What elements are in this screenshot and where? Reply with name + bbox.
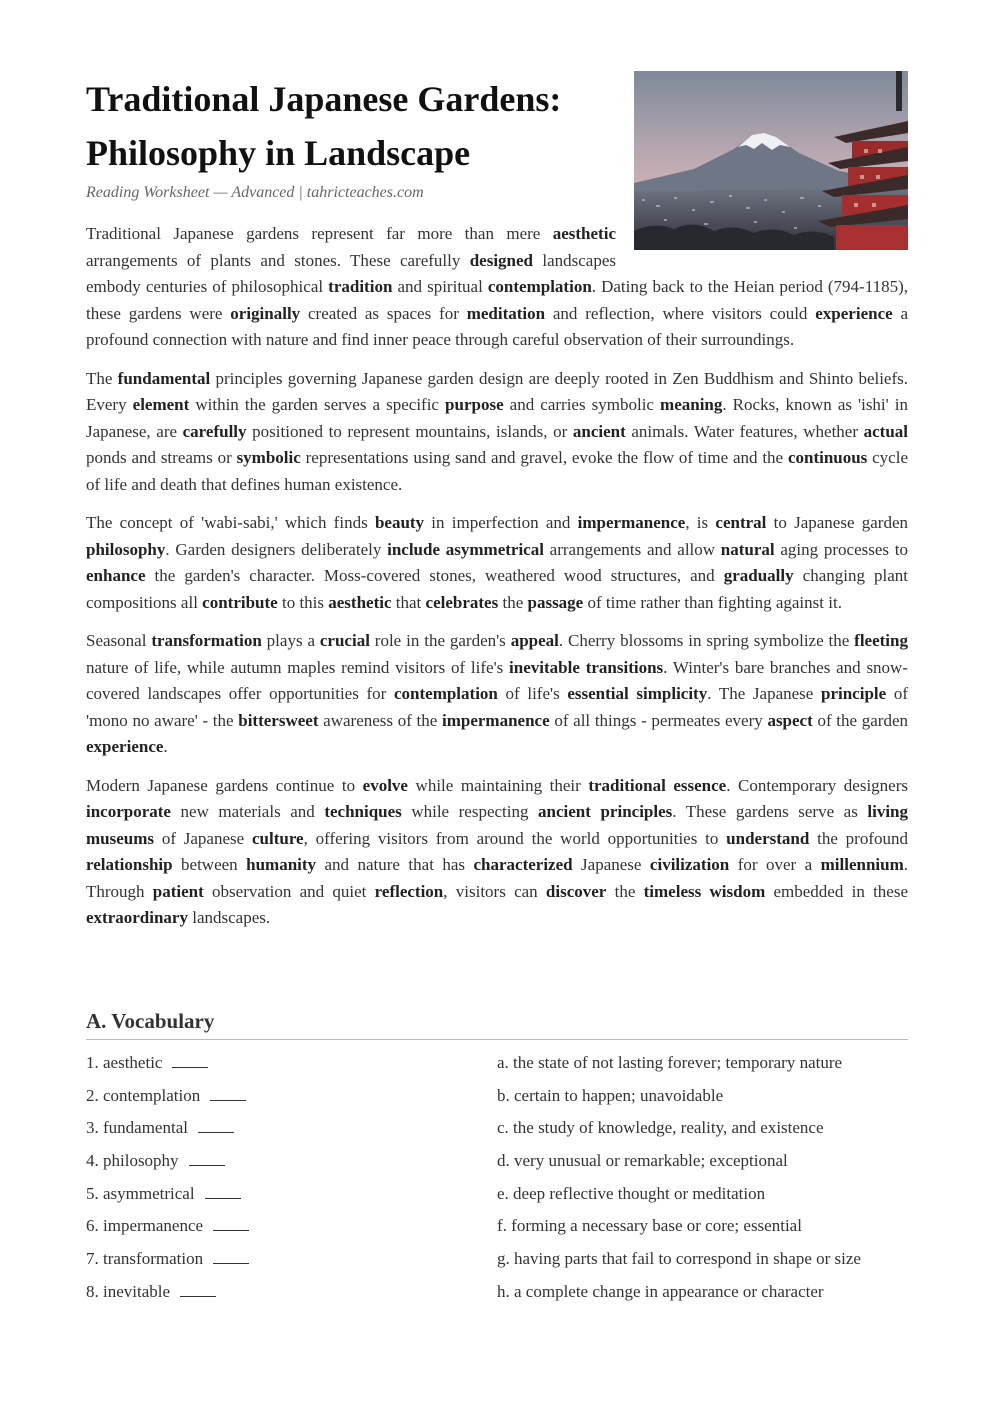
key-word: civilization xyxy=(649,855,730,874)
image-spacer xyxy=(616,221,908,251)
key-word: transitions xyxy=(585,657,664,677)
key-word: understand xyxy=(726,828,810,848)
passage-text: embedded in these xyxy=(765,881,908,901)
key-word: essential xyxy=(567,684,629,703)
page-title: Traditional Japanese Gardens: Philosophy in Landscape xyxy=(86,79,562,173)
vocabulary-definition: b. certain to happen; unavoidable xyxy=(497,1085,724,1105)
key-word: fleeting xyxy=(854,631,908,650)
key-word: millennium xyxy=(820,855,904,874)
answer-blank[interactable] xyxy=(198,1118,234,1133)
vocabulary-definition: d. very unusual or remarkable; exceptional xyxy=(497,1151,788,1171)
passage-text: , visitors can xyxy=(443,881,546,901)
passage-text: . Winter's bare branches and snow-covered landscapes offer opportunities for xyxy=(86,657,908,703)
passage-text: while respecting xyxy=(401,802,539,821)
key-word: impermanence xyxy=(577,513,686,532)
key-word: humanity xyxy=(246,855,317,874)
passage-text: created as spaces for xyxy=(300,303,467,323)
key-word: natural xyxy=(720,539,775,559)
vocabulary-term-row xyxy=(86,1279,466,1312)
key-word: meditation xyxy=(466,303,546,323)
key-word: transformation xyxy=(151,631,262,650)
passage-text: . The Japanese xyxy=(707,684,821,703)
vocabulary-definition: f. forming a necessary base or core; essential xyxy=(497,1216,802,1236)
passage-text: while maintaining their xyxy=(407,775,589,795)
key-word: traditional xyxy=(588,775,666,795)
passage-text: and nature that has xyxy=(316,855,474,874)
key-word: celebrates xyxy=(425,592,499,612)
key-word: discover xyxy=(545,881,607,901)
key-word: techniques xyxy=(324,802,402,821)
passage-text: Seasonal xyxy=(86,631,152,650)
passage-text: . Through xyxy=(86,855,908,901)
key-word: philosophy xyxy=(86,539,166,559)
key-word: tradition xyxy=(328,277,393,296)
passage-text: role in the garden's xyxy=(369,631,511,650)
passage-text: of life's xyxy=(497,684,568,703)
vocabulary-term: 1. aesthetic xyxy=(86,1053,163,1072)
passage-text: that xyxy=(391,592,426,612)
vocabulary-term-row xyxy=(86,1181,466,1214)
key-word: aesthetic xyxy=(552,224,616,243)
key-word: essence xyxy=(673,775,727,795)
key-word: extraordinary xyxy=(86,908,188,927)
vocabulary-definition: h. a complete change in appearance or character xyxy=(497,1281,824,1301)
vocabulary-term: 4. philosophy xyxy=(86,1151,179,1171)
vocabulary-definitions-list xyxy=(497,1050,908,1312)
passage-paragraph xyxy=(86,366,908,499)
passage-text: plays a xyxy=(261,631,320,650)
passage-text: The xyxy=(86,368,118,388)
key-word: contemplation xyxy=(487,277,592,296)
key-word: reflection xyxy=(374,881,444,901)
passage-text: arrangements of plants and stones. These carefully xyxy=(86,250,470,270)
key-word: appeal xyxy=(510,631,559,650)
key-word: meaning xyxy=(660,395,723,414)
passage-text: of Japanese xyxy=(154,828,252,848)
key-word: symbolic xyxy=(236,448,301,467)
passage-text: , is xyxy=(685,513,716,532)
passage-text: landscapes. xyxy=(187,908,271,927)
key-word: beauty xyxy=(374,513,425,532)
passage-text: and carries symbolic xyxy=(503,395,661,414)
passage-text: representations using sand and gravel, evoke the flow of time and the xyxy=(300,448,788,467)
answer-blank[interactable] xyxy=(205,1184,241,1199)
passage-text: Modern Japanese gardens continue to xyxy=(86,775,363,795)
passage-text: , offering visitors from around the world opportunities to xyxy=(303,828,727,848)
key-word: patient xyxy=(152,881,204,901)
key-word: experience xyxy=(815,303,893,323)
passage-text: principles governing Japanese garden design are deeply rooted in Zen Buddhism and Shinto beliefs. Every xyxy=(86,368,909,414)
passage-text: within the garden serves a specific xyxy=(189,395,446,414)
passage-text: cycle of life and death that defines human existence. xyxy=(86,448,908,494)
passage-text: ponds and streams or xyxy=(86,448,237,467)
passage-text: . Contemporary designers xyxy=(726,775,909,795)
key-word: designed xyxy=(469,250,534,270)
vocabulary-term-row xyxy=(86,1050,466,1083)
passage-text: and spiritual xyxy=(392,277,488,296)
key-word: passage xyxy=(527,592,584,612)
vocabulary-term-row xyxy=(86,1213,466,1246)
vocabulary-term-row xyxy=(86,1083,466,1116)
vocabulary-term: 3. fundamental xyxy=(86,1118,188,1138)
key-word: aesthetic xyxy=(328,592,392,612)
passage-text: Japanese xyxy=(572,855,650,874)
passage-text: of time rather than fighting against it. xyxy=(583,592,842,612)
key-word: evolve xyxy=(362,775,408,795)
passage-paragraph xyxy=(86,510,908,616)
key-word: enhance xyxy=(86,566,146,585)
passage-text: . Cherry blossoms in spring symbolize the xyxy=(558,631,855,650)
vocabulary-definition: a. the state of not lasting forever; temporary nature xyxy=(497,1053,843,1072)
key-word: crucial xyxy=(319,631,370,650)
reading-passage xyxy=(86,221,908,944)
vocabulary-definition: g. having parts that fail to correspond in shape or size xyxy=(497,1249,861,1269)
key-word: asymmetrical xyxy=(445,539,544,559)
passage-text: The concept of 'wabi-sabi,' which finds xyxy=(86,513,375,532)
key-word: actual xyxy=(863,421,908,441)
passage-text: . Dating back to the Heian period (794-1185), these gardens were xyxy=(86,277,908,323)
key-word: impermanence xyxy=(442,710,550,730)
passage-text: . xyxy=(163,737,168,756)
passage-paragraph xyxy=(86,628,908,761)
passage-text: of 'mono no aware' - the xyxy=(86,684,908,730)
passage-text: new materials and xyxy=(170,802,325,821)
passage-text: the xyxy=(498,592,528,612)
answer-blank[interactable] xyxy=(180,1282,216,1297)
key-word: ancient xyxy=(538,802,591,821)
key-word: incorporate xyxy=(86,802,171,821)
passage-text: . Garden designers deliberately xyxy=(165,539,388,559)
passage-text: the garden's character. Moss-covered stones, weathered wood structures, and xyxy=(145,566,724,585)
passage-text: to Japanese garden xyxy=(766,513,909,532)
passage-text: arrangements and allow xyxy=(543,539,721,559)
answer-blank[interactable] xyxy=(172,1053,208,1068)
key-word: contribute xyxy=(202,592,278,612)
passage-text xyxy=(701,882,709,901)
key-word: fundamental xyxy=(117,368,211,388)
key-word: central xyxy=(715,513,767,532)
passage-text: animals. Water features, whether xyxy=(625,421,864,441)
vocabulary-definition: e. deep reflective thought or meditation xyxy=(497,1183,766,1203)
key-word: aspect xyxy=(767,710,813,730)
passage-text: to this xyxy=(277,592,329,612)
key-word: characterized xyxy=(473,855,573,874)
vocabulary-term: 5. asymmetrical xyxy=(86,1183,195,1203)
answer-blank[interactable] xyxy=(213,1216,249,1231)
passage-text: Traditional Japanese gardens represent far more than mere xyxy=(86,224,553,243)
key-word: purpose xyxy=(445,395,504,414)
passage-text: nature of life, while autumn maples remind visitors of life's xyxy=(86,657,510,677)
key-word: include xyxy=(387,539,440,559)
key-word: element xyxy=(132,395,190,414)
passage-text: changing plant compositions all xyxy=(86,566,908,612)
passage-text: aging processes to xyxy=(774,539,909,559)
passage-text: a profound connection with nature and find inner peace through careful observation of their surroundings. xyxy=(86,303,909,349)
vocabulary-term: 2. contemplation xyxy=(86,1085,201,1105)
passage-text: of all things - permeates every xyxy=(549,710,768,730)
passage-text: and reflection, where visitors could xyxy=(545,303,816,323)
key-word: experience xyxy=(86,737,164,756)
passage-text: awareness of the xyxy=(318,710,442,730)
key-word: principles xyxy=(600,802,673,821)
key-word: relationship xyxy=(86,855,173,874)
key-word: living xyxy=(867,802,909,821)
key-word: continuous xyxy=(787,448,868,467)
passage-text: in imperfection and xyxy=(424,513,578,532)
key-word: contemplation xyxy=(393,684,498,703)
vocabulary-term: 8. inevitable xyxy=(86,1281,171,1301)
vocabulary-terms-list xyxy=(86,1050,466,1312)
worksheet-subtitle: Reading Worksheet — Advanced | tahricteaches.com xyxy=(86,184,424,201)
passage-text: . These gardens serve as xyxy=(672,802,868,821)
passage-text: observation and quiet xyxy=(203,881,375,901)
key-word: simplicity xyxy=(636,684,708,703)
vocabulary-term-row xyxy=(86,1148,466,1181)
key-word: gradually xyxy=(723,566,794,585)
vocabulary-term: 7. transformation xyxy=(86,1249,204,1269)
passage-text: positioned to represent mountains, islands, or xyxy=(246,421,573,441)
vocabulary-definition: c. the study of knowledge, reality, and existence xyxy=(497,1118,824,1138)
key-word: culture xyxy=(251,828,304,848)
key-word: ancient xyxy=(572,421,626,441)
key-word: inevitable xyxy=(509,657,580,677)
passage-paragraph xyxy=(86,773,908,932)
passage-text: between xyxy=(172,855,247,874)
vocabulary-term-row xyxy=(86,1246,466,1279)
vocabulary-term: 6. impermanence xyxy=(86,1216,204,1236)
answer-blank[interactable] xyxy=(189,1151,225,1166)
passage-text: for over a xyxy=(729,855,821,874)
key-word: bittersweet xyxy=(238,710,319,730)
passage-text: landscapes embody centuries of philosophical xyxy=(86,250,616,296)
key-word: timeless xyxy=(643,881,702,901)
vocabulary-heading: A. Vocabulary xyxy=(86,1007,908,1040)
key-word: originally xyxy=(230,303,301,323)
vocabulary-term-row xyxy=(86,1115,466,1148)
passage-text: the xyxy=(606,881,644,901)
answer-blank[interactable] xyxy=(213,1249,249,1264)
passage-text: . Rocks, known as 'ishi' in Japanese, are xyxy=(86,395,908,441)
key-word: museums xyxy=(86,828,155,848)
answer-blank[interactable] xyxy=(210,1086,246,1101)
passage-text: of the garden xyxy=(812,710,908,730)
key-word: wisdom xyxy=(709,881,766,901)
key-word: carefully xyxy=(182,421,247,441)
passage-text: the profound xyxy=(809,828,908,848)
key-word: principle xyxy=(821,684,887,703)
